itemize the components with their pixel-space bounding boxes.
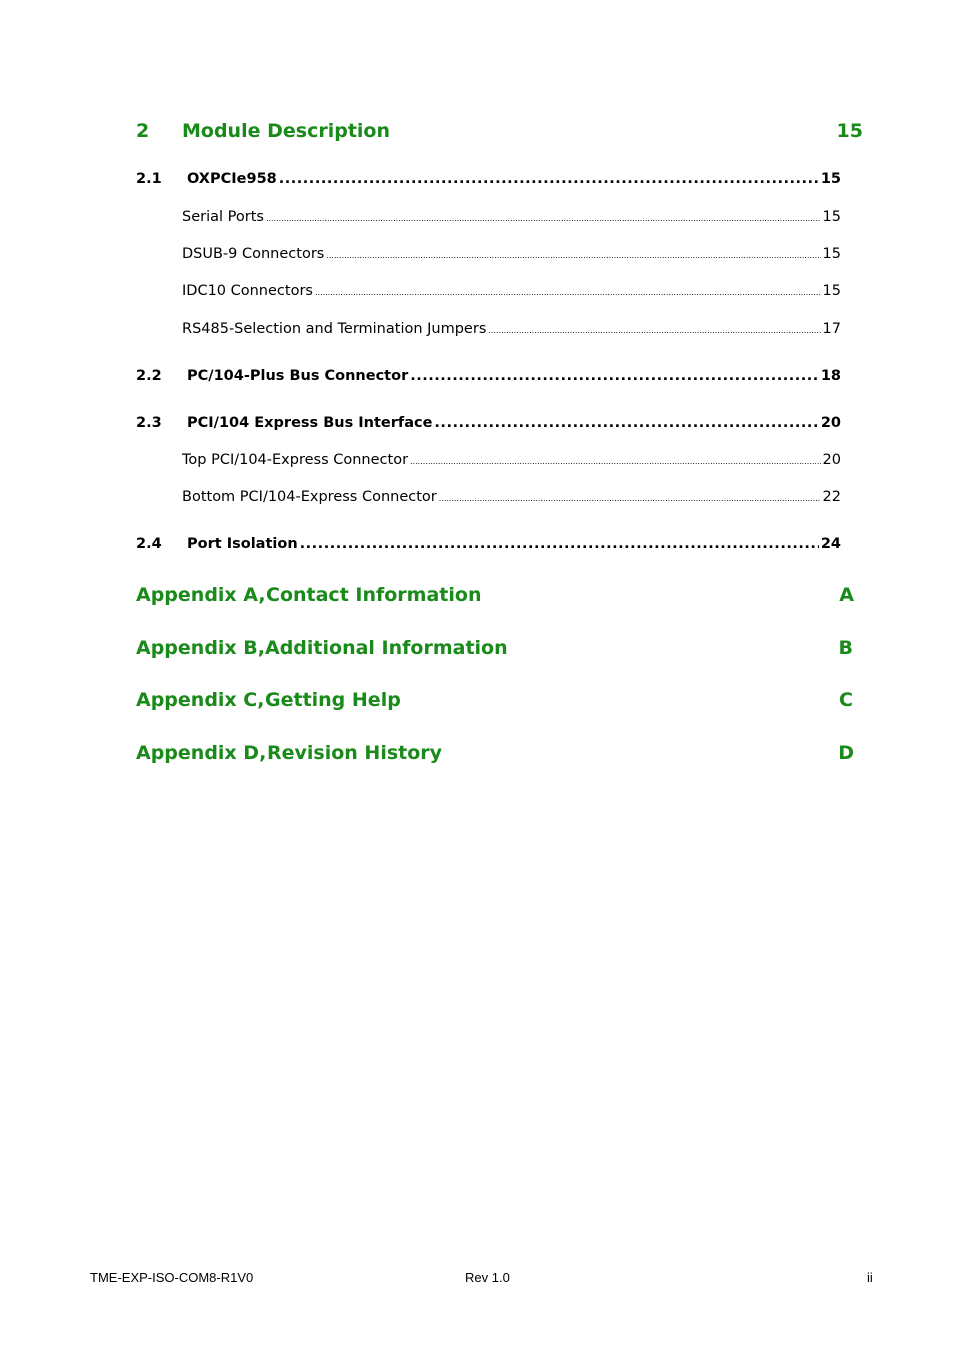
subsection-page: 15 — [822, 209, 841, 225]
dot-leader — [315, 288, 821, 297]
dot-leader — [300, 536, 819, 552]
appendix-label: Appendix D, — [136, 742, 267, 764]
subsection-title: RS485-Selection and Termination Jumpers — [182, 321, 487, 337]
toc-chapter-2[interactable] — [136, 120, 863, 150]
toc-section-2-2[interactable] — [136, 368, 841, 390]
subsection-page: 22 — [822, 489, 841, 505]
appendix-title: Additional Information — [265, 637, 508, 659]
toc-subsection-bottom-connector[interactable] — [182, 489, 841, 511]
appendix-label: Appendix B, — [136, 637, 266, 659]
appendix-title: Revision History — [267, 742, 443, 764]
section-title: PC/104-Plus Bus Connector — [187, 368, 409, 384]
toc-appendix-d[interactable] — [136, 742, 856, 772]
appendix-label: Appendix A, — [136, 584, 266, 606]
appendix-title: Contact Information — [266, 584, 482, 606]
section-title: OXPCIe958 — [187, 171, 277, 187]
dot-leader — [434, 415, 818, 431]
subsection-title: Top PCI/104-Express Connector — [182, 452, 409, 468]
footer-revision: Rev 1.0 — [465, 1270, 510, 1285]
chapter-page: 15 — [836, 120, 863, 142]
dot-leader — [439, 494, 821, 503]
section-page: 24 — [820, 536, 841, 552]
chapter-number: 2 — [136, 120, 150, 142]
section-title: PCI/104 Express Bus Interface — [187, 415, 433, 431]
section-number: 2.2 — [136, 368, 162, 384]
dot-leader — [410, 457, 821, 466]
section-title: Port Isolation — [187, 536, 298, 552]
appendix-label: Appendix C, — [136, 689, 265, 711]
section-number: 2.3 — [136, 415, 162, 431]
section-page: 15 — [820, 171, 841, 187]
dot-leader — [326, 251, 820, 260]
toc-section-2-1[interactable] — [136, 171, 841, 193]
section-number: 2.1 — [136, 171, 162, 187]
subsection-page: 15 — [822, 283, 841, 299]
footer-doc-id: TME-EXP-ISO-COM8-R1V0 — [90, 1270, 254, 1285]
section-page: 18 — [820, 368, 841, 384]
subsection-page: 20 — [822, 452, 841, 468]
dot-leader — [266, 214, 821, 223]
section-page: 20 — [820, 415, 841, 431]
subsection-title: Bottom PCI/104-Express Connector — [182, 489, 437, 505]
toc-section-2-4[interactable] — [136, 536, 841, 558]
appendix-page: A — [839, 584, 854, 606]
subsection-page: 17 — [822, 321, 841, 337]
chapter-title: Module Description — [182, 120, 390, 142]
dot-leader — [488, 326, 820, 335]
toc-appendix-a[interactable] — [136, 584, 856, 614]
toc-appendix-b[interactable] — [136, 637, 856, 667]
toc-subsection-serial-ports[interactable] — [182, 209, 841, 231]
subsection-title: Serial Ports — [182, 209, 264, 225]
section-number: 2.4 — [136, 536, 162, 552]
subsection-page: 15 — [822, 246, 841, 262]
dot-leader — [279, 171, 819, 187]
subsection-title: IDC10 Connectors — [182, 283, 313, 299]
toc-subsection-rs485[interactable] — [182, 321, 841, 343]
dot-leader — [410, 368, 819, 384]
toc-subsection-top-connector[interactable] — [182, 452, 841, 474]
appendix-page: C — [839, 689, 853, 711]
toc-subsection-idc10[interactable] — [182, 283, 841, 305]
appendix-page: D — [838, 742, 854, 764]
appendix-title: Getting Help — [265, 689, 401, 711]
toc-appendix-c[interactable] — [136, 689, 856, 719]
toc-subsection-dsub9[interactable] — [182, 246, 841, 268]
subsection-title: DSUB-9 Connectors — [182, 246, 325, 262]
toc-section-2-3[interactable] — [136, 415, 841, 437]
appendix-page: B — [838, 637, 853, 659]
footer-page-number: ii — [867, 1270, 873, 1285]
